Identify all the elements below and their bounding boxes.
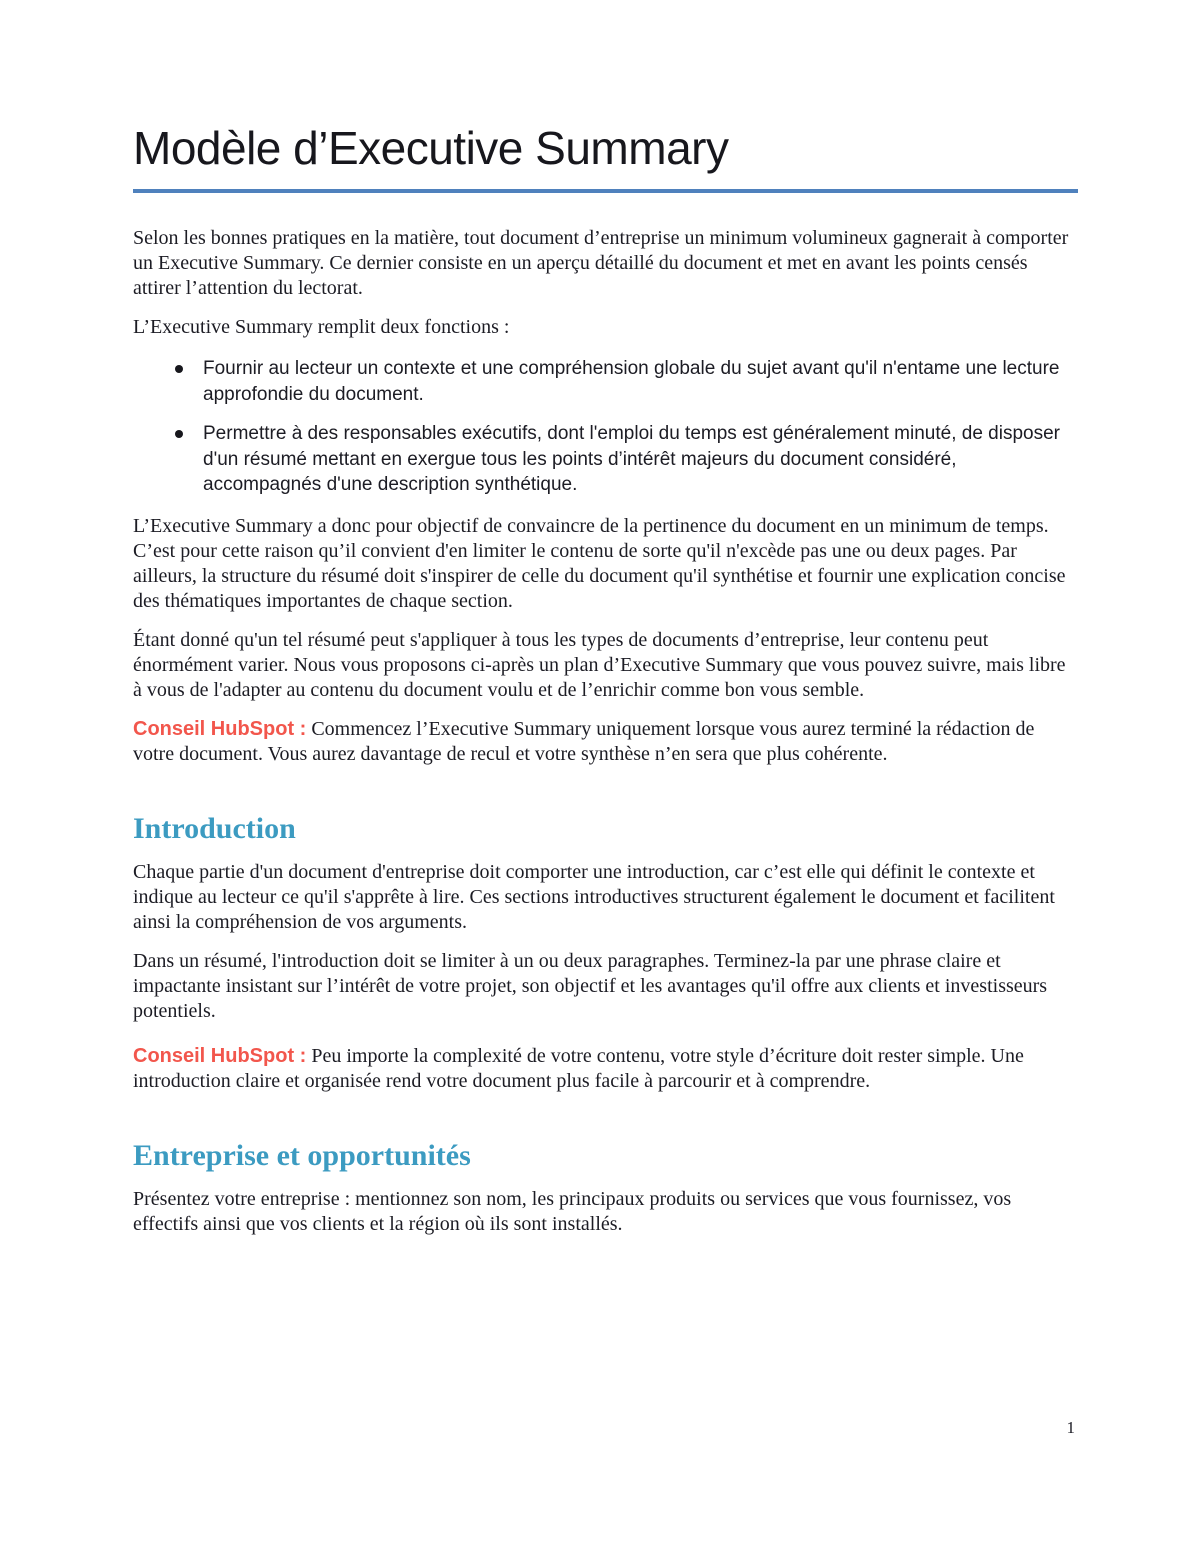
entreprise-paragraph: Présentez votre entreprise : mentionnez son nom, les principaux produits ou services que vous fournissez, vos effectifs ainsi que vos clients et la région où ils sont installés.: [133, 1187, 1012, 1235]
objective-paragraph: L’Executive Summary a donc pour objectif de convaincre de la pertinence du document en un minimum de temps. C’est pour cette raison qu’il convient d'en limiter le contenu de sorte qu'il n'excède pas une ou deux pages. Par ailleurs, la structure du résumé doit s'inspirer de celle du document qu'il synthétise et fournir une explication concise des thématiques importantes de chaque section.: [133, 514, 1066, 612]
list-item: [133, 421, 1078, 498]
hubspot-tip-text: Peu importe la complexité de votre contenu, votre style d’écriture doit rester simple. Une introduction claire et organisée rend votre document plus facile à parcourir et à comprendre.: [133, 1044, 1024, 1092]
page-content: [133, 0, 1078, 1237]
hubspot-tip-paragraph: [133, 1044, 1078, 1094]
list-item-text: Fournir au lecteur un contexte et une compréhension globale du sujet avant qu'il n'entame une lecture approfondie du document.: [203, 358, 1060, 405]
section-heading-entreprise: Entreprise et opportunités: [133, 1138, 471, 1172]
functions-bullet-list: [133, 356, 1078, 498]
document-title: Modèle d’Executive Summary: [133, 122, 1078, 193]
section-heading-introduction: Introduction: [133, 811, 296, 845]
hubspot-tip-label: Conseil HubSpot :: [133, 1044, 307, 1067]
content-variety-paragraph: Étant donné qu'un tel résumé peut s'appliquer à tous les types de documents d’entreprise, leur contenu peut énormément varier. Nous vous proposons ci-après un plan d’Executive Summary que vous pouvez suivre, mais libre à vous de l'adapter au contenu du document voulu et de l’enrichir comme bon vous semble.: [133, 628, 1066, 701]
list-item: [133, 356, 1078, 407]
bullet-dot-icon: [175, 365, 183, 373]
hubspot-tip-text: Commencez l’Executive Summary uniquement lorsque vous aurez terminé la rédaction de votre document. Vous aurez davantage de recul et votre synthèse n’en sera que plus cohérente.: [133, 717, 1035, 765]
hubspot-tip-label: Conseil HubSpot :: [133, 717, 307, 740]
functions-lead-paragraph: L’Executive Summary remplit deux fonctions :: [133, 316, 510, 338]
page-number: 1: [1066, 1418, 1075, 1437]
bullet-dot-icon: [175, 430, 183, 438]
hubspot-tip-paragraph: [133, 717, 1078, 767]
introduction-paragraph-2: Dans un résumé, l'introduction doit se limiter à un ou deux paragraphes. Terminez-la par une phrase claire et impactante insistant sur l’intérêt de votre projet, son objectif et les avantages qu'il offre aux clients et investisseurs potentiels.: [133, 949, 1048, 1022]
introduction-paragraph-1: Chaque partie d'un document d'entreprise doit comporter une introduction, car c’est elle qui définit le contexte et indique au lecteur ce qu'il s'apprête à lire. Ces sections introductives structurent également le document et facilitent ainsi la compréhension de vos arguments.: [133, 860, 1055, 933]
list-item-text: Permettre à des responsables exécutifs, dont l'emploi du temps est généralement minuté, de disposer d'un résumé mettant en exergue tous les points d’intérêt majeurs du document considéré, accompagnés d'une description synthétique.: [203, 423, 1060, 495]
intro-paragraph: Selon les bonnes pratiques en la matière, tout document d’entreprise un minimum volumineux gagnerait à comporter un Executive Summary. Ce dernier consiste en un aperçu détaillé du document et met en avant les points censés attirer l’attention du lectorat.: [133, 227, 1069, 299]
